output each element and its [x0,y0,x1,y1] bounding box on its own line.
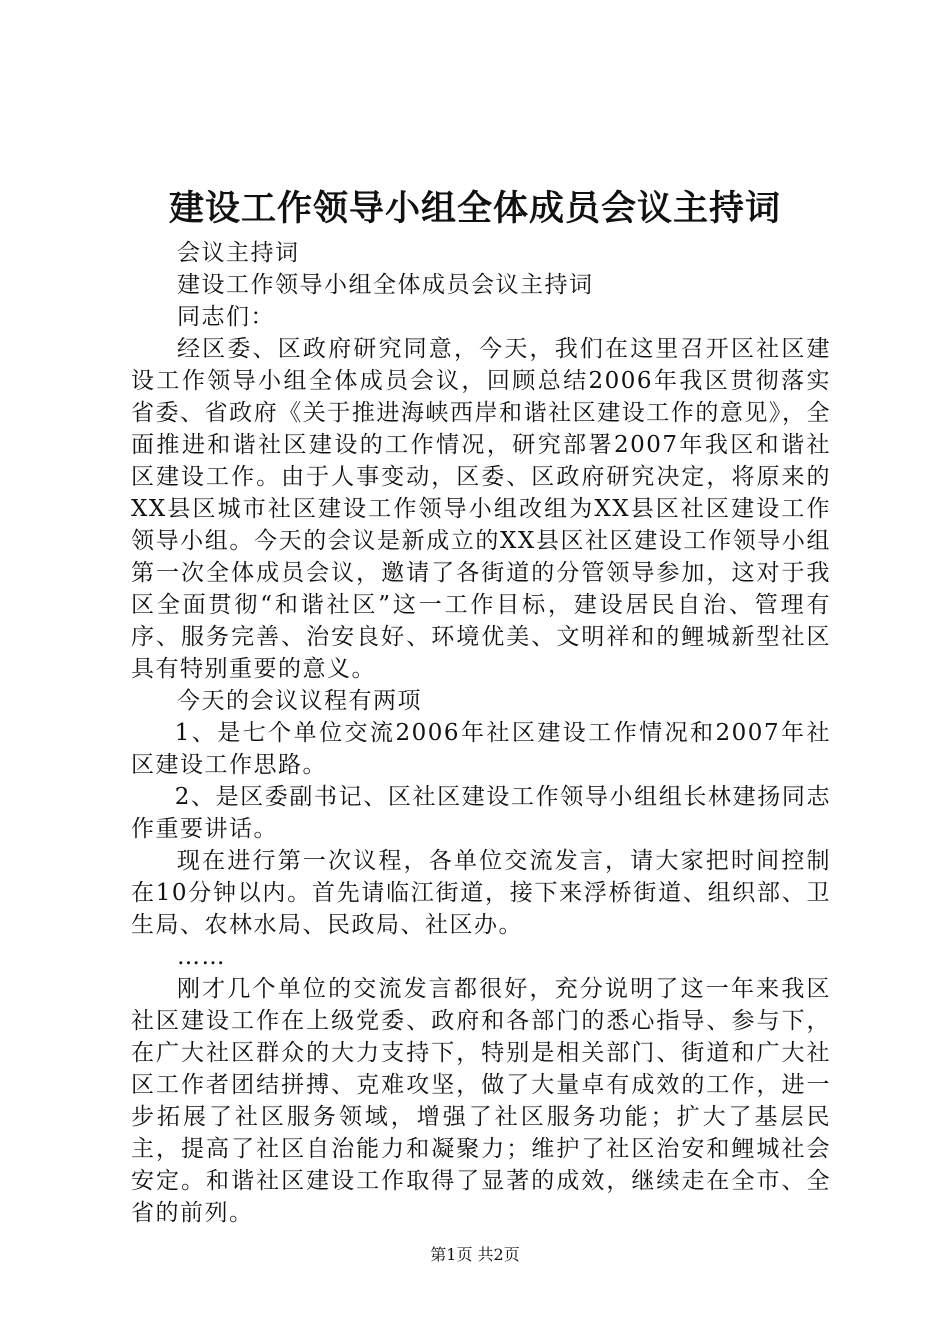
paragraph-summary: 刚才几个单位的交流发言都很好，充分说明了这一年来我区社区建设工作在上级党委、政府和各部门的悉心指导、参与下，在广大社区群众的大力支持下，特别是相关部门、街道和广大社区工作者团结拼搏、克难攻坚，做了大量卓有成效的工作，进一步拓展了社区服务领域，增强了社区服务功能；扩大了基层民主，提高了社区自治能力和凝聚力；维护了社区治安和鲤城社会安定。和谐社区建设工作取得了显著的成效，继续走在全市、全省的前列。 [131,976,831,1226]
page-footer: 第1页 共2页 [430,1245,520,1264]
paragraph-heading-1: 会议主持词 [177,240,300,266]
paragraph-ellipsis: …… [177,944,226,970]
paragraph-salutation: 同志们： [177,304,275,330]
document-body [131,237,831,1229]
paragraph-opening: 经区委、区政府研究同意，今天，我们在这里召开区社区建设工作领导小组全体成员会议，回顾总结2006年我区贯彻落实省委、省政府《关于推进海峡西岸和谐社区建设工作的意见》，全面推进和谐社区建设的工作情况，研究部署2007年我区和谐社区建设工作。由于人事变动，区委、区政府研究决定，将原来的XX县区城市社区建设工作领导小组改组为XX县区社区建设工作领导小组。今天的会议是新成立的XX县区社区建设工作领导小组第一次全体成员会议，邀请了各街道的分管领导参加，这对于我区全面贯彻“和谐社区”这一工作目标，建设居民自治、管理有序、服务完善、治安良好、环境优美、文明祥和的鲤城新型社区具有特别重要的意义。 [131,336,831,682]
paragraph-agenda-item-1: 1、是七个单位交流2006年社区建设工作情况和2007年社区建设工作思路。 [131,720,831,778]
document-title: 建设工作领导小组全体成员会议主持词 [168,188,781,229]
paragraph-agenda-item-2: 2、是区委副书记、区社区建设工作领导小组组长林建扬同志作重要讲话。 [131,784,831,842]
paragraph-first-agenda: 现在进行第一次议程，各单位交流发言，请大家把时间控制在10分钟以内。首先请临江街道，接下来浮桥街道、组织部、卫生局、农林水局、民政局、社区办。 [131,848,831,938]
paragraph-agenda-intro: 今天的会议议程有两项 [177,688,422,714]
paragraph-heading-2: 建设工作领导小组全体成员会议主持词 [177,272,594,298]
